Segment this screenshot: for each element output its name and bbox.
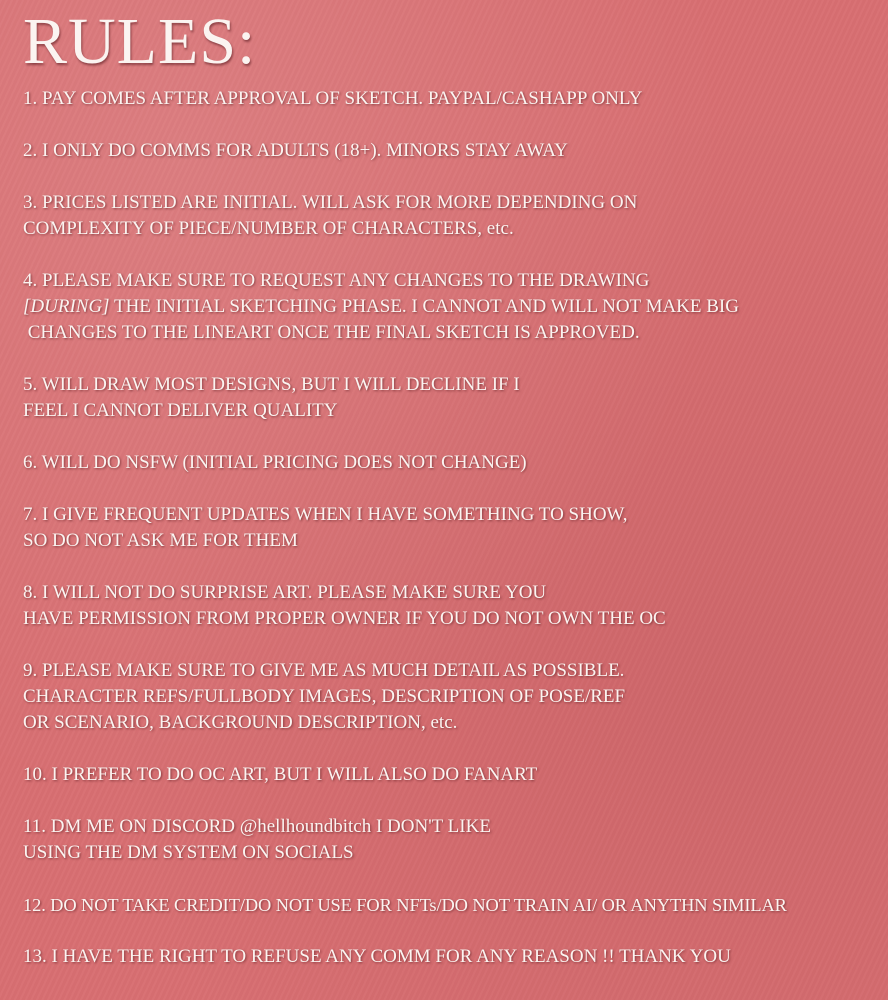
- rule-10: [23, 762, 885, 788]
- rule-line: [23, 294, 885, 320]
- page-title: RULES:: [23, 5, 257, 78]
- rule-4: [23, 268, 885, 346]
- rule-line: 5. WILL DRAW MOST DESIGNS, BUT I WILL DECLINE IF I: [23, 374, 520, 395]
- rule-line: 2. I ONLY DO COMMS FOR ADULTS (18+). MINORS STAY AWAY: [23, 140, 568, 161]
- rule-line: 1. PAY COMES AFTER APPROVAL OF SKETCH. PAYPAL/CASHAPP ONLY: [23, 88, 643, 109]
- rule-line: CHANGES TO THE LINEART ONCE THE FINAL SKETCH IS APPROVED.: [23, 322, 640, 343]
- rule-line: SO DO NOT ASK ME FOR THEM: [23, 530, 298, 551]
- rule-line: CHARACTER REFS/FULLBODY IMAGES, DESCRIPTION OF POSE/REF: [23, 686, 626, 707]
- rule-line: 11. DM ME ON DISCORD @hellhoundbitch I DON'T LIKE: [23, 816, 491, 837]
- rule-line: COMPLEXITY OF PIECE/NUMBER OF CHARACTERS, etc.: [23, 218, 514, 239]
- rule-6: [23, 450, 885, 476]
- rule-line-rest: THE INITIAL SKETCHING PHASE. I CANNOT AND WILL NOT MAKE BIG: [109, 296, 739, 317]
- rule-line: 4. PLEASE MAKE SURE TO REQUEST ANY CHANGES TO THE DRAWING: [23, 270, 650, 291]
- rule-9: [23, 658, 885, 736]
- rules-list: [23, 86, 885, 996]
- rule-line: 3. PRICES LISTED ARE INITIAL. WILL ASK FOR MORE DEPENDING ON: [23, 192, 638, 213]
- rule-line: FEEL I CANNOT DELIVER QUALITY: [23, 400, 338, 421]
- rule-1: [23, 86, 885, 112]
- rule-3: [23, 190, 885, 242]
- rule-2: [23, 138, 885, 164]
- rule-line: 9. PLEASE MAKE SURE TO GIVE ME AS MUCH DETAIL AS POSSIBLE.: [23, 660, 625, 681]
- rule-line: OR SCENARIO, BACKGROUND DESCRIPTION, etc.: [23, 712, 458, 733]
- rule-line: USING THE DM SYSTEM ON SOCIALS: [23, 842, 354, 863]
- rule-11: [23, 814, 885, 866]
- rule-13: [23, 944, 885, 970]
- rule-line: HAVE PERMISSION FROM PROPER OWNER IF YOU DO NOT OWN THE OC: [23, 608, 666, 629]
- rule-7: [23, 502, 885, 554]
- rule-8: [23, 580, 885, 632]
- rule-5: [23, 372, 885, 424]
- rule-line: 10. I PREFER TO DO OC ART, BUT I WILL ALSO DO FANART: [23, 764, 538, 785]
- rule-line: 13. I HAVE THE RIGHT TO REFUSE ANY COMM FOR ANY REASON !! THANK YOU: [23, 946, 731, 967]
- rule-line: 8. I WILL NOT DO SURPRISE ART. PLEASE MAKE SURE YOU: [23, 582, 547, 603]
- rule-line: 7. I GIVE FREQUENT UPDATES WHEN I HAVE SOMETHING TO SHOW,: [23, 504, 628, 525]
- rule-line: 12. DO NOT TAKE CREDIT/DO NOT USE FOR NFTs/DO NOT TRAIN AI/ OR ANYTHN SIMILAR: [23, 895, 787, 915]
- rule-line: 6. WILL DO NSFW (INITIAL PRICING DOES NOT CHANGE): [23, 452, 527, 473]
- rule-12: [23, 892, 885, 918]
- during-emphasis: [DURING]: [23, 296, 110, 317]
